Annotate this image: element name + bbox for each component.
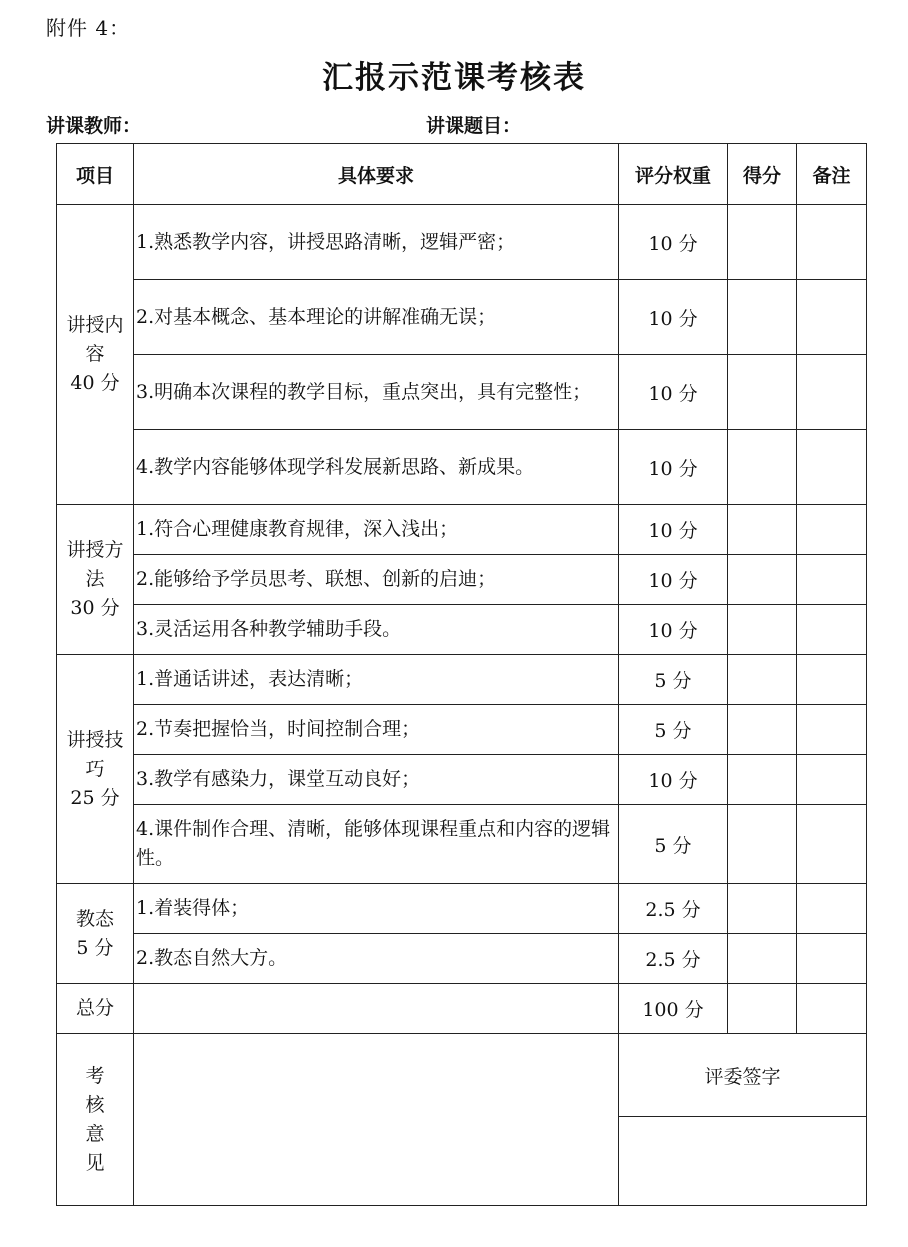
weight-value: 2.5 分 xyxy=(619,934,728,984)
weight-value: 5 分 xyxy=(619,805,728,884)
requirement-text: 3.教学有感染力，课堂互动良好； xyxy=(134,755,619,805)
category-name-cont: 巧 xyxy=(85,757,105,780)
score-cell[interactable] xyxy=(728,705,797,755)
category-name: 讲授技 xyxy=(66,728,124,751)
remark-cell[interactable] xyxy=(797,755,867,805)
header-row xyxy=(57,144,867,205)
category-points: 25 分 xyxy=(70,786,120,809)
category-points: 30 分 xyxy=(70,597,120,619)
header-weight: 评分权重 xyxy=(619,144,728,205)
table-row xyxy=(57,555,867,605)
total-weight: 100 分 xyxy=(619,984,728,1034)
score-cell[interactable] xyxy=(728,280,797,355)
requirement-text: 4.教学内容能够体现学科发展新思路、新成果。 xyxy=(134,430,619,505)
total-row xyxy=(57,984,867,1034)
table-row xyxy=(57,705,867,755)
table-row xyxy=(57,805,867,884)
category-method xyxy=(57,505,134,655)
category-name-cont: 容 xyxy=(85,343,105,365)
weight-value: 10 分 xyxy=(619,555,728,605)
category-name: 教态 xyxy=(75,907,114,930)
requirement-text: 2.教态自然大方。 xyxy=(134,934,619,984)
table-row xyxy=(57,655,867,705)
category-points: 5 分 xyxy=(76,936,114,959)
total-remark-cell[interactable] xyxy=(797,984,867,1034)
requirement-text: 2.能够给予学员思考、联想、创新的启迪； xyxy=(134,555,619,605)
opinion-char: 考 xyxy=(85,1064,105,1087)
header-item: 项目 xyxy=(57,144,134,205)
weight-value: 10 分 xyxy=(619,355,728,430)
category-name-cont: 法 xyxy=(85,568,105,590)
score-cell[interactable] xyxy=(728,205,797,280)
opinion-char: 意 xyxy=(85,1122,105,1145)
weight-value: 5 分 xyxy=(619,655,728,705)
table-row xyxy=(57,605,867,655)
remark-cell[interactable] xyxy=(797,705,867,755)
weight-value: 10 分 xyxy=(619,280,728,355)
table-row xyxy=(57,755,867,805)
opinion-char: 核 xyxy=(85,1093,105,1116)
score-cell[interactable] xyxy=(728,884,797,934)
table-row xyxy=(57,884,867,934)
remark-cell[interactable] xyxy=(797,884,867,934)
requirement-text: 3.明确本次课程的教学目标，重点突出，具有完整性； xyxy=(134,355,619,430)
total-score-cell[interactable] xyxy=(728,984,797,1034)
weight-value: 10 分 xyxy=(619,430,728,505)
attachment-label: 附件 4： xyxy=(46,16,131,40)
weight-value: 5 分 xyxy=(619,705,728,755)
opinion-char: 见 xyxy=(85,1151,105,1174)
remark-cell[interactable] xyxy=(797,934,867,984)
weight-value: 10 分 xyxy=(619,605,728,655)
topic-label: 讲课题目： xyxy=(426,115,522,137)
category-name: 讲授内 xyxy=(66,314,124,336)
weight-value: 10 分 xyxy=(619,755,728,805)
requirement-text: 1.普通话讲述，表达清晰； xyxy=(134,655,619,705)
requirement-text: 2.对基本概念、基本理论的讲解准确无误； xyxy=(134,280,619,355)
score-cell[interactable] xyxy=(728,505,797,555)
opinion-label xyxy=(57,1034,134,1206)
weight-value: 2.5 分 xyxy=(619,884,728,934)
requirement-text: 2.节奏把握恰当，时间控制合理； xyxy=(134,705,619,755)
signature-area[interactable] xyxy=(619,1117,867,1206)
remark-cell[interactable] xyxy=(797,205,867,280)
remark-cell[interactable] xyxy=(797,805,867,884)
score-cell[interactable] xyxy=(728,605,797,655)
score-cell[interactable] xyxy=(728,805,797,884)
table-row xyxy=(57,280,867,355)
table-row xyxy=(57,355,867,430)
opinion-text-area[interactable] xyxy=(134,1034,619,1206)
requirement-text: 1.符合心理健康教育规律，深入浅出； xyxy=(134,505,619,555)
category-demeanor xyxy=(57,884,134,984)
score-cell[interactable] xyxy=(728,430,797,505)
header-score: 得分 xyxy=(728,144,797,205)
weight-value: 10 分 xyxy=(619,205,728,280)
requirement-text: 1.熟悉教学内容，讲授思路清晰，逻辑严密； xyxy=(134,205,619,280)
score-cell[interactable] xyxy=(728,555,797,605)
category-name: 讲授方 xyxy=(66,539,124,561)
remark-cell[interactable] xyxy=(797,555,867,605)
category-points: 40 分 xyxy=(70,372,120,394)
opinion-row xyxy=(57,1034,867,1117)
category-skill xyxy=(57,655,134,884)
requirement-text: 3.灵活运用各种教学辅助手段。 xyxy=(134,605,619,655)
requirement-text: 4.课件制作合理、清晰，能够体现课程重点和内容的逻辑性。 xyxy=(134,805,619,884)
total-requirement-cell xyxy=(134,984,619,1034)
table-row xyxy=(57,505,867,555)
form-title: 汇报示范课考核表 xyxy=(322,60,586,96)
remark-cell[interactable] xyxy=(797,505,867,555)
category-content xyxy=(57,205,134,505)
total-label: 总分 xyxy=(57,984,134,1034)
table-row xyxy=(57,430,867,505)
signature-label: 评委签字 xyxy=(619,1034,867,1117)
teacher-label: 讲课教师： xyxy=(46,115,142,137)
remark-cell[interactable] xyxy=(797,280,867,355)
header-requirement: 具体要求 xyxy=(134,144,619,205)
weight-value: 10 分 xyxy=(619,505,728,555)
remark-cell[interactable] xyxy=(797,655,867,705)
header-remark: 备注 xyxy=(797,144,867,205)
table-row xyxy=(57,205,867,280)
remark-cell[interactable] xyxy=(797,605,867,655)
score-cell[interactable] xyxy=(728,934,797,984)
remark-cell[interactable] xyxy=(797,430,867,505)
table-row xyxy=(57,934,867,984)
remark-cell[interactable] xyxy=(797,355,867,430)
requirement-text: 1.着装得体； xyxy=(134,884,619,934)
score-cell[interactable] xyxy=(728,355,797,430)
score-cell[interactable] xyxy=(728,755,797,805)
evaluation-table xyxy=(56,143,867,1206)
score-cell[interactable] xyxy=(728,655,797,705)
